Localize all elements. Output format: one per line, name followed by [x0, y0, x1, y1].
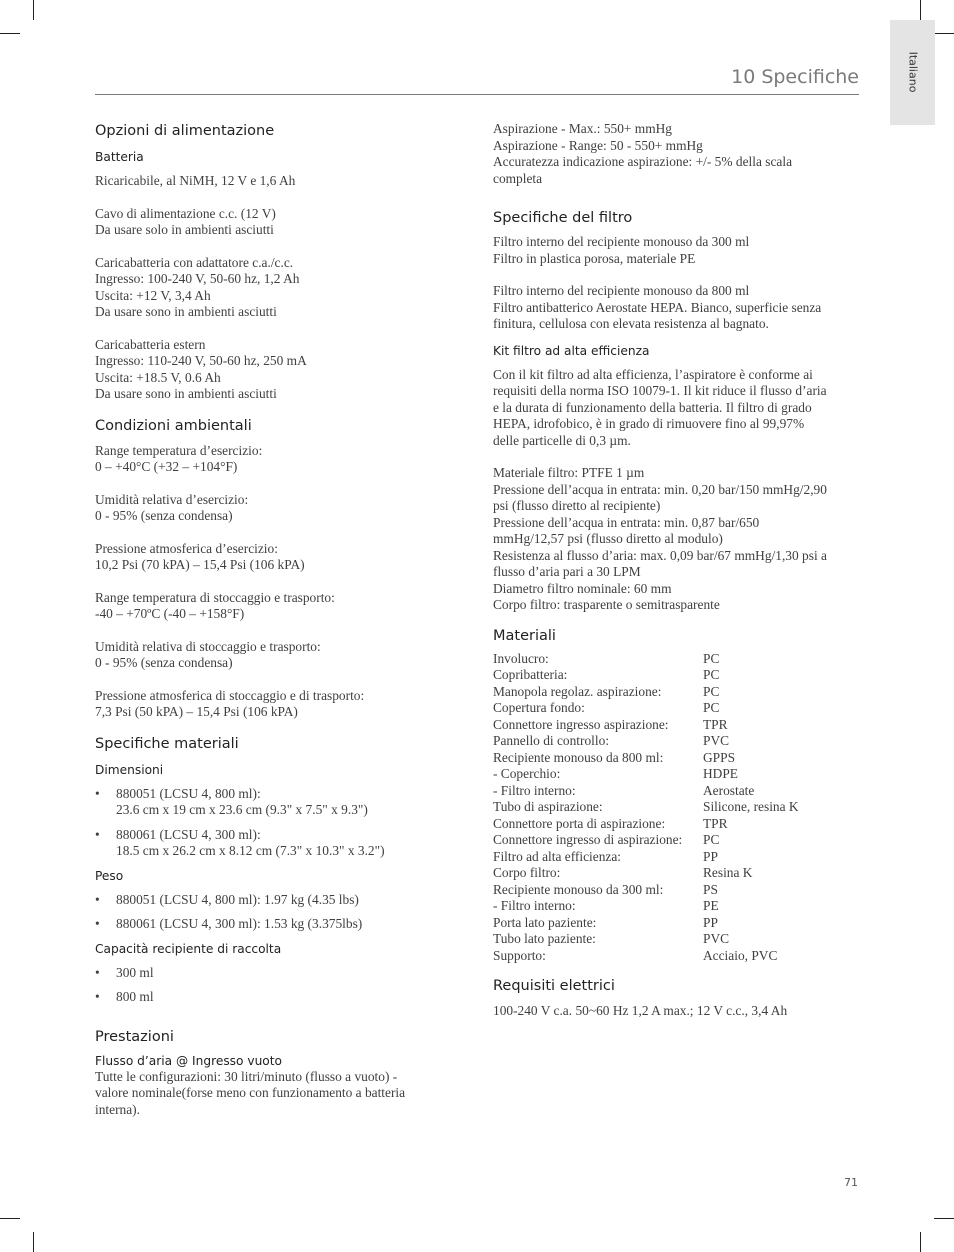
table-row	[493, 931, 799, 948]
table-row	[493, 667, 799, 684]
table-row	[493, 799, 799, 816]
material-part: Manopola regolaz. aspirazione:	[493, 683, 662, 699]
text-line: -40 – +70ºC (-40 – +158°F)	[95, 606, 245, 621]
list-item	[95, 827, 445, 860]
table-row	[493, 700, 799, 717]
crop-mark	[934, 1218, 954, 1219]
text-line: Pressione atmosferica di stoccaggio e di trasporto:	[95, 687, 365, 703]
material-value: TPR	[703, 815, 728, 831]
text-line: Filtro in plastica porosa, materiale PE	[493, 250, 696, 266]
section-heading-performance: Prestazioni	[95, 1028, 174, 1045]
material-part: Porta lato paziente:	[493, 914, 597, 930]
text-line: Uscita: +18.5 V, 0.6 Ah	[95, 369, 221, 385]
section-heading-environment: Condizioni ambientali	[95, 417, 252, 434]
material-value: PP	[703, 914, 718, 930]
material-part: Connettore ingresso aspirazione:	[493, 716, 669, 732]
text-line: e la durata di funzionamento della batteria. Il filtro di grado	[493, 399, 812, 415]
text-line: delle particelle di 0,3 µm.	[493, 432, 631, 448]
text-line: Pressione dell’acqua in entrata: min. 0,87 bar/650	[493, 514, 760, 530]
material-value: PP	[703, 848, 718, 864]
list-item-line: • 880061 (LCSU 4, 300 ml):	[116, 826, 261, 842]
text-line: Aspirazione - Max.: 550+ mmHg	[493, 121, 672, 136]
material-part: Tubo di aspirazione:	[493, 799, 603, 814]
material-part: Connettore ingresso di aspirazione:	[493, 832, 683, 847]
table-row	[493, 849, 799, 866]
page-number: 71	[844, 1176, 858, 1189]
text-line: 7,3 Psi (50 kPA) – 15,4 Psi (106 kPA)	[95, 704, 298, 719]
subheading-hepa-kit: Kit filtro ad alta efficienza	[493, 343, 650, 358]
text-line: interna).	[95, 1101, 140, 1117]
material-value: PE	[703, 898, 719, 913]
text-line: Range temperatura d’esercizio:	[95, 442, 263, 458]
table-row	[493, 898, 799, 915]
material-value: PC	[703, 700, 720, 715]
language-tab-label: Italiano	[906, 51, 919, 93]
table-row	[493, 832, 799, 849]
crop-mark	[0, 1218, 20, 1219]
text-line: Range temperatura di stoccaggio e trasporto:	[95, 589, 335, 605]
section-heading-material-specs: Specifiche materiali	[95, 735, 239, 752]
text-line: Corpo filtro: trasparente o semitrasparente	[493, 597, 720, 612]
material-value: GPPS	[703, 749, 736, 765]
crop-mark	[33, 1232, 34, 1252]
subheading-weight: Peso	[95, 868, 124, 883]
table-row	[493, 783, 799, 800]
subheading-dimensions: Dimensioni	[95, 762, 164, 777]
table-row	[493, 915, 799, 932]
list-item: • 880061 (LCSU 4, 300 ml): 1.53 kg (3.375lbs)	[95, 916, 445, 933]
text-line: Filtro interno del recipiente monouso da 800 ml	[493, 283, 750, 298]
text-line: Accuratezza indicazione aspirazione: +/- 5% della scala	[493, 154, 793, 169]
section-heading-filter: Specifiche del filtro	[493, 210, 633, 226]
list-item-line: 18.5 cm x 26.2 cm x 8.12 cm (7.3" x 10.3" x 3.2")	[116, 843, 385, 858]
text-line: Tutte le configurazioni: 30 litri/minuto (flusso a vuoto) -	[95, 1068, 398, 1084]
left-column	[95, 122, 445, 1118]
material-value: PC	[703, 832, 720, 847]
language-tab	[890, 20, 935, 125]
text-line: Ricaricabile, al NiMH, 12 V e 1,6 Ah	[95, 173, 296, 188]
material-part: Connettore porta di aspirazione:	[493, 815, 666, 831]
text-line: Da usare sono in ambienti asciutti	[95, 386, 277, 401]
material-value: HDPE	[703, 766, 738, 781]
text-line: Con il kit filtro ad alta efficienza, l’aspiratore è conforme ai	[493, 366, 813, 382]
text-line: Da usare solo in ambienti asciutti	[95, 222, 274, 237]
text-line: 100-240 V c.a. 50~60 Hz 1,2 A max.; 12 V c.c., 3,4 Ah	[493, 1003, 788, 1018]
text-line: 10,2 Psi (70 kPA) – 15,4 Psi (106 kPA)	[95, 557, 305, 572]
text-line: HEPA, idrofobico, è in grado di rimuovere fino al 99,97%	[493, 416, 805, 431]
capacity-list	[95, 965, 445, 1006]
text-line: Filtro interno del recipiente monouso da 300 ml	[493, 234, 750, 249]
text-line: Umidità relativa di stoccaggio e trasporto:	[95, 638, 321, 654]
material-value: PC	[703, 650, 720, 666]
text-line: Uscita: +12 V, 3,4 Ah	[95, 287, 211, 303]
text-line: Ingresso: 100-240 V, 50-60 hz, 1,2 Ah	[95, 271, 300, 286]
table-row	[493, 882, 799, 899]
material-value: PVC	[703, 931, 730, 946]
text-line: requisiti della norma ISO 10079-1. Il kit riduce il flusso d’aria	[493, 383, 827, 398]
text-line: Materiale filtro: PTFE 1 µm	[493, 465, 645, 480]
materials-table	[493, 651, 799, 965]
material-value: Acciaio, PVC	[703, 947, 778, 963]
material-value: TPR	[703, 716, 728, 732]
text-line: Pressione dell’acqua in entrata: min. 0,20 bar/150 mmHg/2,90	[493, 481, 827, 497]
material-part: - Filtro interno:	[493, 782, 576, 798]
table-row	[493, 750, 799, 767]
text-line: Umidità relativa d’esercizio:	[95, 491, 249, 507]
section-heading-electrical: Requisiti elettrici	[493, 978, 615, 994]
material-part: Recipiente monouso da 300 ml:	[493, 881, 664, 897]
text-line: mmHg/12,57 psi (flusso diretto al modulo)	[493, 531, 723, 546]
material-part: Tubo lato paziente:	[493, 931, 596, 946]
text-line: Caricabatteria con adattatore c.a./c.c.	[95, 254, 294, 270]
material-value: PS	[703, 881, 718, 897]
material-part: Supporto:	[493, 947, 546, 963]
text-line: Ingresso: 110-240 V, 50-60 hz, 250 mA	[95, 353, 307, 368]
text-line: Da usare sono in ambienti asciutti	[95, 304, 277, 319]
crop-mark	[920, 0, 921, 20]
table-row	[493, 733, 799, 750]
text-line: valore nominale(forse meno con funzionamento a batteria	[95, 1085, 406, 1100]
table-row	[493, 766, 799, 783]
chapter-number: 10	[731, 66, 756, 88]
material-part: Filtro ad alta efficienza:	[493, 848, 622, 864]
list-item: • 800 ml	[95, 989, 445, 1006]
material-part: Recipiente monouso da 800 ml:	[493, 749, 664, 765]
list-item: • 300 ml	[95, 965, 445, 982]
table-row	[493, 651, 799, 668]
text-line: Diametro filtro nominale: 60 mm	[493, 580, 672, 596]
material-part: Copribatteria:	[493, 667, 568, 682]
list-item-line: • 880051 (LCSU 4, 800 ml):	[116, 785, 261, 801]
page-title	[731, 66, 859, 88]
table-row	[493, 684, 799, 701]
header-rule	[95, 94, 859, 95]
text-line: 0 - 95% (senza condensa)	[95, 655, 233, 670]
text-line: Aspirazione - Range: 50 - 550+ mmHg	[493, 137, 703, 153]
text-line: flusso d’aria pari a 30 LPM	[493, 564, 641, 579]
crop-mark	[0, 33, 20, 34]
table-row	[493, 816, 799, 833]
text-line: 0 - 95% (senza condensa)	[95, 508, 233, 523]
text-line: Filtro antibatterico Aerostate HEPA. Bianco, superficie senza	[493, 299, 822, 315]
dimensions-list	[95, 786, 445, 860]
material-part: Pannello di controllo:	[493, 733, 610, 748]
chapter-title: Specifiche	[761, 66, 859, 88]
material-part: Involucro:	[493, 650, 549, 666]
section-heading-materials: Materiali	[493, 627, 556, 644]
list-item: • 880051 (LCSU 4, 800 ml): 1.97 kg (4.35 lbs)	[95, 892, 445, 909]
material-value: PC	[703, 667, 720, 682]
material-value: Resina K	[703, 865, 753, 880]
crop-mark	[934, 33, 954, 34]
section-heading-power: Opzioni di alimentazione	[95, 123, 275, 139]
text-line: 0 – +40°C (+32 – +104°F)	[95, 459, 238, 474]
material-part: - Filtro interno:	[493, 898, 576, 913]
text-line: finitura, cellulosa con elevata resistenza al bagnato.	[493, 316, 769, 331]
text-line: psi (flusso diretto al recipiente)	[493, 498, 661, 513]
material-part: Corpo filtro:	[493, 865, 561, 880]
crop-mark	[33, 0, 34, 20]
text-line: Pressione atmosferica d’esercizio:	[95, 540, 278, 556]
right-column	[493, 121, 861, 1020]
subheading-battery: Batteria	[95, 150, 144, 164]
material-part: - Coperchio:	[493, 766, 561, 781]
subheading-capacity: Capacità recipiente di raccolta	[95, 941, 282, 956]
crop-mark	[920, 1232, 921, 1252]
text-line: Resistenza al flusso d’aria: max. 0,09 bar/67 mmHg/1,30 psi a	[493, 547, 827, 563]
text-line: completa	[493, 170, 543, 186]
list-item	[95, 786, 445, 819]
list-item-line: 23.6 cm x 19 cm x 23.6 cm (9.3" x 7.5" x 9.3")	[116, 802, 368, 817]
material-value: Aerostate	[703, 782, 755, 798]
weight-list	[95, 892, 445, 933]
material-part: Copertura fondo:	[493, 700, 585, 715]
subheading-airflow: Flusso d’aria @ Ingresso vuoto	[95, 1053, 282, 1068]
text-line: Caricabatteria estern	[95, 336, 206, 352]
material-value: Silicone, resina K	[703, 799, 799, 814]
table-row	[493, 948, 799, 965]
table-row	[493, 865, 799, 882]
material-value: PC	[703, 683, 720, 699]
table-row	[493, 717, 799, 734]
text-line: Cavo di alimentazione c.c. (12 V)	[95, 205, 276, 221]
material-value: PVC	[703, 733, 730, 748]
